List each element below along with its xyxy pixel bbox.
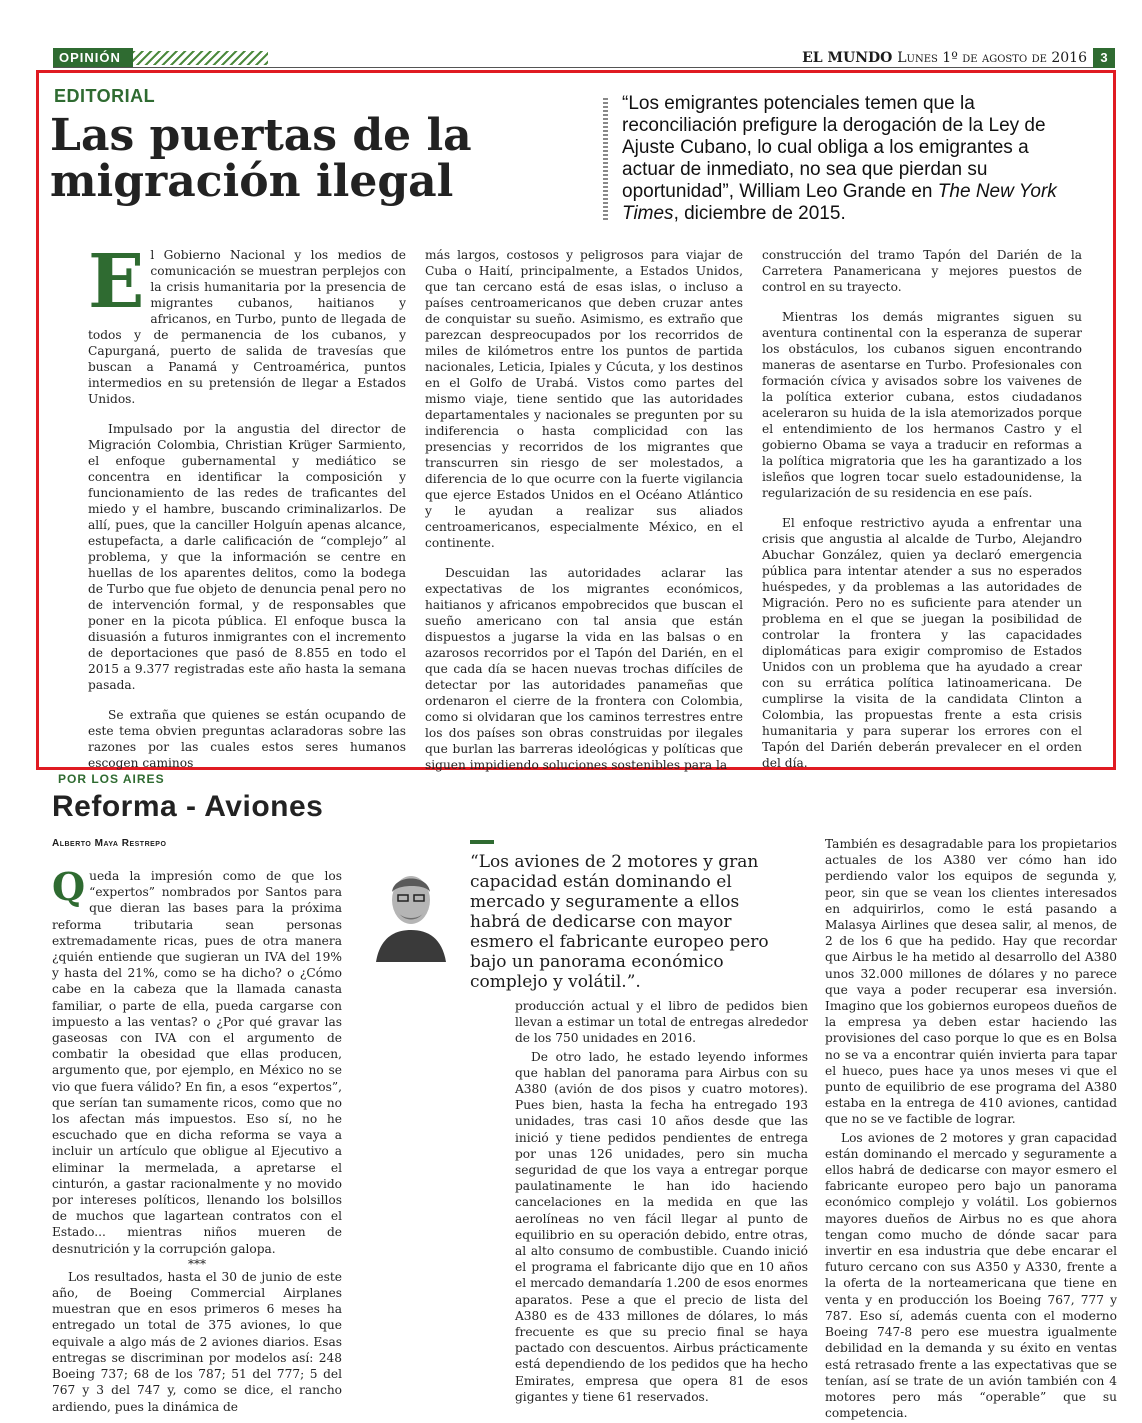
newspaper-name: EL MUNDO xyxy=(802,50,893,66)
editorial-paragraph: construcción del tramo Tapón del Darién de la Carretera Panamericana y mejores puestos de control en su trayecto. xyxy=(762,248,1082,294)
column-body-1 xyxy=(52,864,342,1417)
dropcap-q: Q xyxy=(52,864,86,909)
editorial-paragraph: Mientras los demás migrantes siguen su aventura continental con la esperanza de superar los obstáculos, los cubanos siguen encontrando maneras de asentarse en Turbo. Profesionales con formación cívica y avisados sobre los vaivenes de la política exterior cubana, estos ciudadanos aceleraron su huida de la isla atemorizados porque el entendimiento de los hermanos Castro y el gobierno Obama se vaya a traducir en reformas a la política migratoria que les ha garantizado a los isleños que logren tocar suelo estadounidense, la regularización de su residencia en ese país. xyxy=(762,310,1082,500)
column-paragraph: Los aviones de 2 motores y gran capacidad están dominando el mercado y seguramente a ellos habrá de dedicarse con mayor esmero el fabricante europeo pero bajo un panorama económico complejo y volátil. Los gobiernos mayores dueños de Airbus no es que ahora tengan como mucho de dónde sacar para invertir en esa industria que debe encarar el futuro cercano con sus A350 y A330, frente a la oferta de la norteamericana que tiene en venta y en producción los Boeing 767, 777 y 787. Eso sí, además cuenta con el moderno Boeing 747-8 pero ese muestra igualmente debilidad en la demanda y su éxito en ventas está retrasado frente a las expectativas que se tenían, así se trate de un avión también con 4 motores pero más “operable” que su competencia. xyxy=(825,1130,1117,1421)
section-break: *** xyxy=(188,1256,206,1271)
column-paragraph: Los resultados, hasta el 30 de junio de este año, de Boeing Commercial Airplanes muestran que en esos primeros 6 meses ha entregado un total de 375 aviones, lo que equivale a algo más de 2 aviones diarios. Esas entregas se discriminan por modelos así: 248 Boeing 737; 68 de los 787; 51 del 777; 5 del 767 y 3 del 747 y, como se dice, el rancho ardiendo, pues la dinámica de xyxy=(52,1269,342,1414)
editorial-paragraph: Impulsado por la angustia del director de Migración Colombia, Christian Krüger Sarmiento, el enfoque gubernamental y mediático se concentra en identificar la composición y funcionamiento de las redes de traficantes del miedo y el hambre, buscando criminalizarlos. De allí, pues, que la canciller Holguín apenas alcance, estupefacta, a darle calificación de “complejo” al problema, y que la información se centre en huellas de los aparentes delitos, como la bodega de Turbo que fue objeto de denuncia penal pero no de intervención formal, y de responsables que poner en la picota pública. El enfoque busca la disuasión a futuros inmigrantes con el incremento de deportaciones que pasó de 8.855 en todo el 2015 a 9.377 registradas este año hasta la semana pasada. xyxy=(88,422,406,692)
hatch-decoration xyxy=(133,51,268,65)
editorial-title-line1: Las puertas de la xyxy=(50,110,472,161)
masthead xyxy=(802,48,1087,68)
editorial-paragraph: l Gobierno Nacional y los medios de comunicación se muestran perplejos con la crisis humanitaria por la presencia de migrantes cubanos, haitianos y africanos, en Turbo, punto de llegada de todos y de permanencia de los cubanos, y Capurganá, puerto de salida de travesías que buscan a Panamá y Centroamérica, puntos intermedios en su pretensión de llegar a Estados Unidos. xyxy=(88,248,406,406)
column-paragraph: ueda la impresión como de que los “expertos” nombrados por Santos para que dieran las bases para la próxima reforma tributaria sean personas extremadamente ricas, pues de otra manera ¿quién entiende que sugieran un IVA del 19% y hasta del 21%, como se ha dicho? o ¿Cómo cabe en la cabeza que la llamada canasta familiar, o parte de ella, pueda cargarse con impuesto a las ventas? o ¿Por qué gravar las gaseosas con IVA con el argumento de combatir la obesidad que ellas producen, argumento que, por ejemplo, en México no se vio que fuera válido? En fin, a esos “expertos”, que serían tan sumamente ricos, como que no los afectan más impuestos. Eso sí, no he escuchado que en dicha reforma se vaya a incluir un artículo que obligue al Ejecutivo a eliminar la mermelada, a apretarse el cinturón, a gastar racionalmente y no movido por intereses políticos, llenando los bolsillos de muchos que lagartean contratos con el Estado... mientras niños mueren de desnutrición y la corrupción galopa. xyxy=(52,869,342,1256)
pull-quote-bar xyxy=(603,98,608,222)
column-section-label: POR LOS AIRES xyxy=(58,772,165,786)
editorial-paragraph: Descuidan las autoridades aclarar las expectativas de los migrantes económicos, haitianos y africanos empobrecidos que buscan el sueño americano con tal ansia que están dispuestos a jugarse la vida en las balsas o en azarosos recorridos por el Tapón del Darién, en el que cada día se hacen nuevas trochas difíciles de detectar por las autoridades panameñas que ordenaron el cierre de la frontera con Colombia, como si olvidaran que los caminos terrestres entre los dos países son obras construidas por ilegales que burlan las barreras ideológicas y políticas que siguen impidiendo soluciones sostenibles para la xyxy=(425,566,743,772)
pull-quote-text: “Los emigrantes potenciales temen que la reconciliación prefigure la derogación de la Ley de Ajuste Cubano, lo cual obliga a los emigrantes a actuar de inmediato, no sea que pierdan su oportunidad”, William Leo Grande en xyxy=(622,93,1046,202)
editorial-paragraph: más largos, costosos y peligrosos para viajar de Cuba o Haití, principalmente, a Estados Unidos, que tan cercano está de esas islas, o incluso a países centroamericanos que deben cruzar antes de conquistar su sueño. Asimismo, es extraño que parezcan despreocupados por los recorridos de miles de kilómetros entre los puntos de partida nacionales, Leticia, Ipiales y Cúcuta, y los destinos en el Golfo de Urabá. Vistos como partes del mismo viaje, tiene sentido que las autoridades departamentales y nacionales se pregunten por su indiferencia o hasta complicidad con las presencias y recorridos de los migrantes que transcurren sin riesgo de ser molestados, a diferencia de lo que ocurre con la fuerte vigilancia que ejerce Estados Unidos en el Océano Atlántico y le ayudan a realizar sus aliados centroamericanos, especialmente México, en el continente. xyxy=(425,248,743,550)
editorial-column-2 xyxy=(425,247,743,787)
editorial-pull-quote xyxy=(622,93,1062,225)
column-body-2 xyxy=(515,998,808,1407)
page-number: 3 xyxy=(1093,48,1115,68)
pull-quote-end: , diciembre de 2015. xyxy=(673,203,846,224)
column-paragraph: También es desagradable para los propietarios actuales de los A380 ver cómo han ido perdiendo valor los equipos de segunda y, peor, sin que se vean los clientes interesados en adquirirlos, como le está pasando a Malasya Airlines que desea salir, al menos, de 2 de los 6 que ha pedido. Hay que recordar que Airbus le ha metido al desarrollo del A380 unos 32.000 millones de dólares y no parece que vaya a poder recuperar esa inversión. Imagino que los gobiernos europeos dueños de la empresa ya deben estar haciendo las provisiones del caso porque lo que es en Bolsa no se va a encontrar quién invierta para tapar el hueco, pues hace ya unos meses vi que el punto de equilibrio de ese programa del A380 estaba en la entrega de 410 aviones, cantidad que no se ve factible de lograr. xyxy=(825,837,1117,1127)
column-body-3 xyxy=(825,836,1117,1423)
column-author: Alberto Maya Restrepo xyxy=(52,838,167,849)
column-paragraph: producción actual y el libro de pedidos bien llevan a estimar un total de entregas alrededor de los 750 unidades en 2016. xyxy=(515,999,808,1046)
editorial-column-3 xyxy=(762,247,1082,785)
column-paragraph: De otro lado, he estado leyendo informes que hablan del panorama para Airbus con su A380 (avión de dos pisos y cuatro motores). Pues bien, hasta la fecha ha entregado 193 unidades, tras casi 10 años desde que las inició y tiene pedidos pendientes de entrega por unas 126 unidades, pero sin mucha seguridad de que los vaya a entregar porque paulatinamente le han ido haciendo cancelaciones en la medida en que las aerolíneas no ven fácil llegar al punto de equilibrio en su operación debido, entre otras, al alto consumo de combustible. Cuando inició el programa el fabricante dijo que en 10 años el mercado demandaría 1.200 de esos enormes aparatos. Pese a que el precio de lista del A380 es de 433 millones de dólares, lo más frecuente es que su precio final se haya pactado con descuentos. Airbus prácticamente está dependiendo de los pedidos que ha hecho Emirates, empresa que opera 81 de esos gigantes y tiene 61 reservados. xyxy=(515,1049,808,1404)
editorial-title xyxy=(50,110,590,207)
pull-quote-source: The New York Times xyxy=(622,181,1057,224)
editorial-paragraph: El enfoque restrictivo ayuda a enfrentar una crisis que angustia al alcalde de Turbo, Alejandro Abuchar González, quien ya declaró emergencia pública para intentar atender a sus no esperados huéspedes, y da problemas a las autoridades de Migración. Pero no es suficiente para atender un problema en el que se juegan la posibilidad de controlar la frontera y las capacidades diplomáticas para exigir compromiso de Estados Unidos con un problema que ha ayudado a crear con su errática política latinoamericana. De cumplirse la visita de la candidata Clinton a Colombia, las propuestas frente a esta crisis humanitaria y para superar los errores con el Tapón del Darién deberán prevalecer en el orden del día. xyxy=(762,516,1082,770)
author-portrait xyxy=(370,860,452,962)
editorial-column-1 xyxy=(88,239,406,785)
column-pull-quote: “Los aviones de 2 motores y gran capacidad están dominando el mercado y seguramente a ellos habrá de dedicarse con mayor esmero el fabricante europeo pero bajo un panorama económico complejo y volátil.”. xyxy=(470,852,769,992)
issue-date: Lunes 1º de agosto de 2016 xyxy=(897,50,1087,66)
column-title: Reforma - Aviones xyxy=(52,790,324,823)
editorial-title-line2: migración ilegal xyxy=(50,156,454,207)
editorial-paragraph: Se extraña que quienes se están ocupando de este tema obvien preguntas aclaradoras sobre las razones por las cuales estos seres humanos escogen caminos xyxy=(88,708,406,770)
pull-quote-mark xyxy=(470,840,494,844)
section-label: OPINIÓN xyxy=(53,48,133,68)
page-header xyxy=(53,48,1115,68)
dropcap-e: E xyxy=(88,239,145,325)
editorial-kicker: EDITORIAL xyxy=(54,86,156,106)
